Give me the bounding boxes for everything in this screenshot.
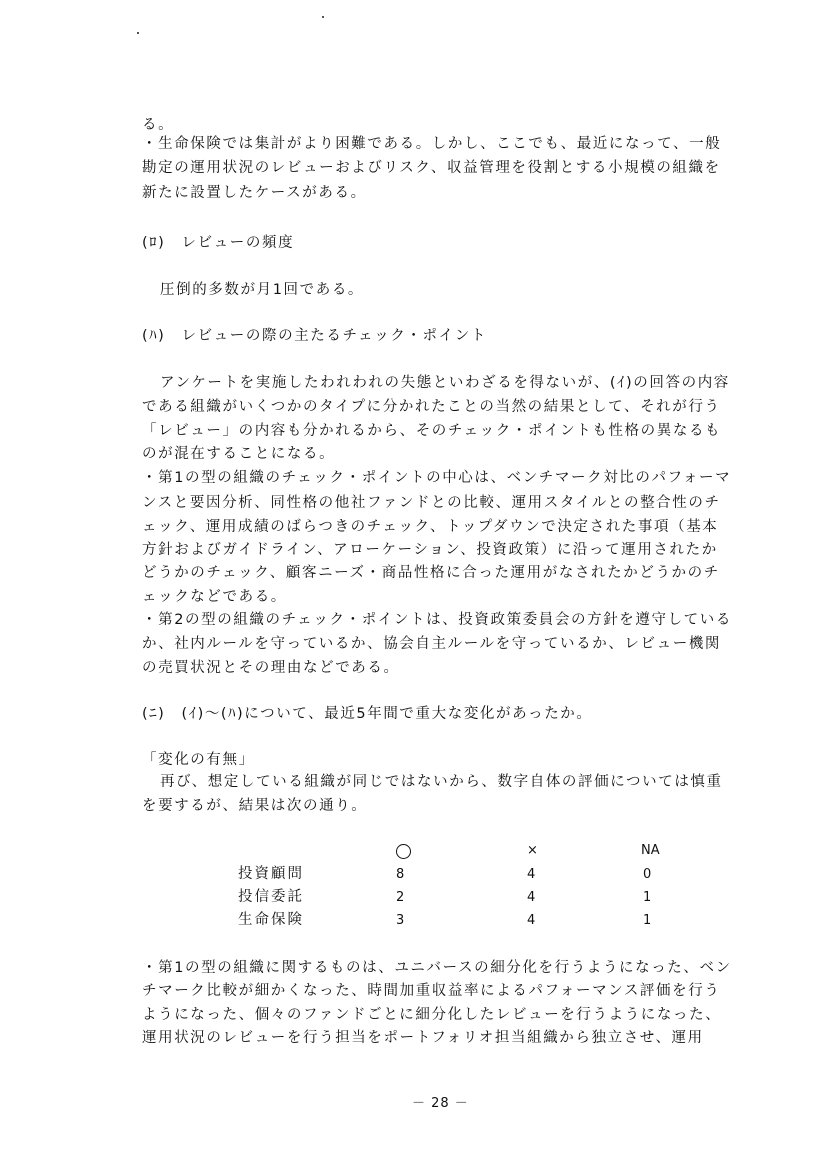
page-number: － 28 －	[412, 1096, 469, 1111]
scan-speck	[322, 16, 324, 18]
text-line: ェックなどである。	[142, 589, 287, 605]
table-cell: 1	[643, 890, 652, 905]
table-cell: 0	[643, 867, 652, 882]
section-heading: (ﾆ) (ｲ)～(ﾊ)について、最近5年間で重大な変化があったか。	[142, 706, 593, 722]
text-line: る。	[142, 117, 175, 133]
text-line: 方針およびガイドライン、アローケーション、投資政策）に沿って運用されたか	[142, 542, 718, 558]
text-line: 圧倒的多数が月1回である。	[160, 282, 365, 298]
text-line: のが混在することになる。	[142, 446, 336, 462]
text-line: アンケートを実施したわれわれの失態といわざるを得ないが、(ｲ)の回答の内容	[160, 375, 730, 391]
table-cell: 2	[396, 890, 405, 905]
text-line: どうかのチェック、顧客ニーズ・商品性格に合った運用がなされたかどうかのチ	[142, 565, 720, 581]
text-line: ようになった、個々のファンドごとに細分化したレビューを行うようになった、	[142, 1007, 722, 1023]
text-line: チマーク比較が細かくなった、時間加重収益率によるパフォーマンス評価を行う	[142, 983, 721, 999]
text-line: 「レビュー」の内容も分かれるから、そのチェック・ポイントも性格の異なるも	[142, 423, 722, 439]
table-cell: 4	[527, 890, 536, 905]
circle-header	[396, 844, 411, 859]
text-line: か、社内ルールを守っているか、協会自主ルールを守っているか、レビュー機関	[142, 636, 722, 652]
text-line: ・第1の型の組織に関するものは、ユニバースの細分化を行うようになった、ベン	[142, 960, 732, 976]
text-line: である組織がいくつかのタイプに分かれたことの当然の結果として、それが行う	[142, 399, 721, 415]
text-line: 再び、想定している組織が同じではないから、数字自体の評価については慎重	[160, 774, 723, 790]
table-cell: 4	[527, 913, 536, 928]
scan-speck	[137, 32, 139, 34]
table-row-label: 生命保険	[238, 912, 304, 928]
table-header-cross: ×	[527, 843, 538, 858]
text-line: 新たに設置したケースがある。	[142, 185, 367, 201]
subheading: 「変化の有無」	[142, 752, 255, 768]
table-cell: 1	[643, 913, 652, 928]
text-line: の売買状況とその理由などである。	[142, 660, 400, 676]
section-heading: (ﾊ) レビューの際の主たるチェック・ポイント	[142, 328, 487, 344]
text-line: ェック、運用成績のばらつきのチェック、トップダウンで決定された事項（基本	[142, 519, 719, 535]
table-cell: 4	[527, 867, 536, 882]
table-cell: 8	[396, 867, 405, 882]
text-line: を要するが、結果は次の通り。	[142, 798, 368, 814]
table-row-label: 投信委託	[238, 889, 304, 905]
table-header-na: NA	[641, 843, 660, 858]
text-line: ンスと要因分析、同性格の他社ファンドとの比較、運用スタイルとの整合性のチ	[142, 495, 721, 511]
text-line: ・生命保険では集計がより困難である。しかし、ここでも、最近になって、一般	[142, 136, 722, 152]
text-line: 勘定の運用状況のレビューおよびリスク、収益管理を役割とする小規模の組織を	[142, 160, 721, 176]
section-heading: (ﾛ) レビューの頻度	[142, 235, 295, 251]
table-cell: 3	[396, 913, 405, 928]
text-line: 運用状況のレビューを行う担当をポートフォリオ担当組織から独立させ、運用	[142, 1030, 704, 1046]
text-line: ・第1の型の組織のチェック・ポイントの中心は、ベンチマーク対比のパフォーマ	[142, 470, 732, 486]
table-row-label: 投資顧問	[238, 866, 304, 882]
text-line: ・第2の型の組織のチェック・ポイントは、投資政策委員会の方針を遵守している	[142, 612, 732, 628]
